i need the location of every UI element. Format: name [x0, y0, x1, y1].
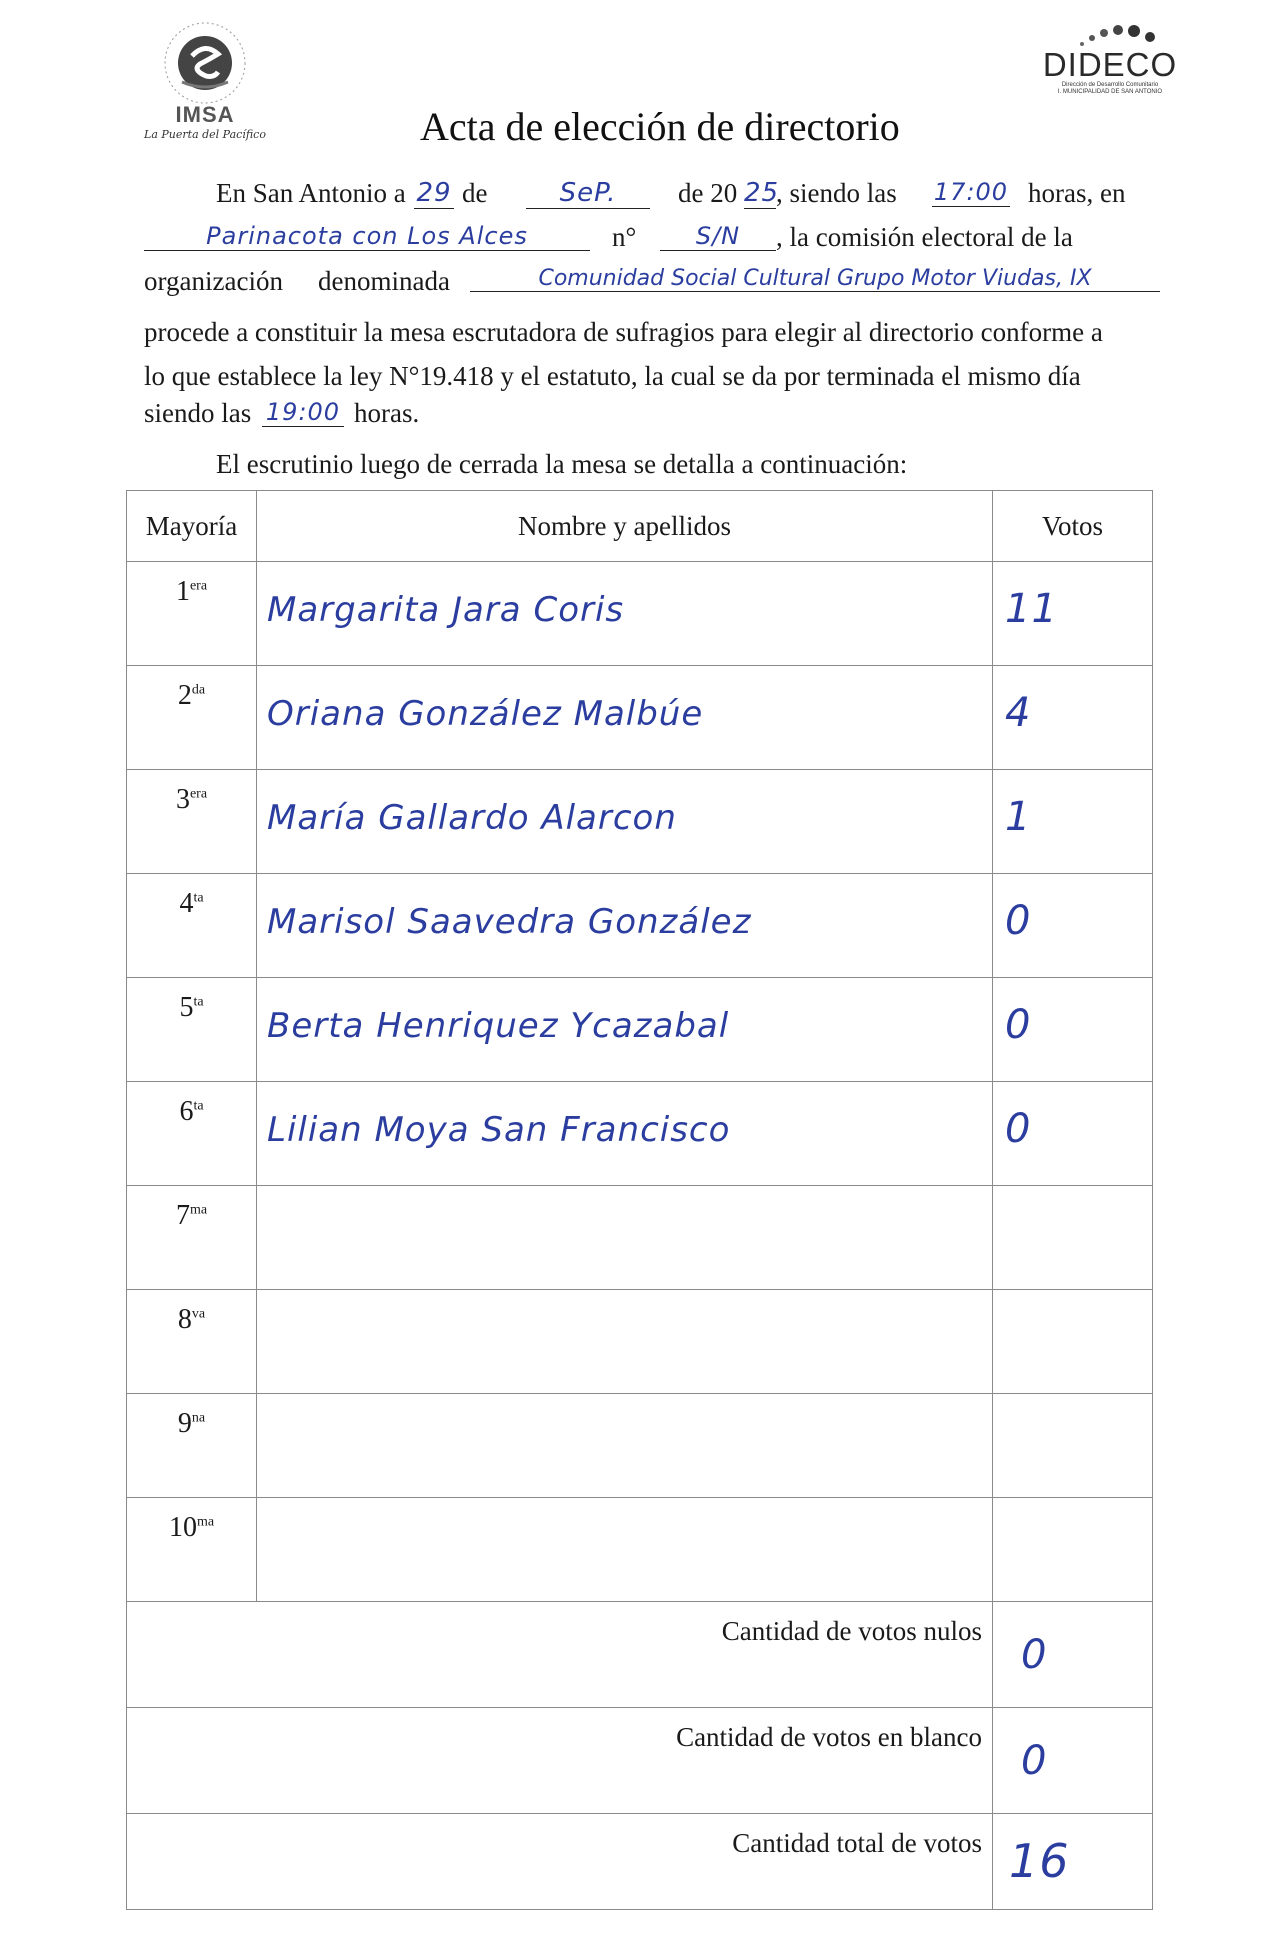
rank-cell: $2^{da}$	[127, 666, 257, 770]
candidate-votes: 4	[993, 666, 1153, 770]
imsa-emblem-icon	[162, 20, 248, 106]
intro-text: , la comisión electoral de la	[776, 222, 1073, 252]
votes-column-header: Votos	[993, 491, 1153, 562]
table-row	[127, 874, 1153, 978]
name-column-header: Nombre y apellidos	[257, 491, 993, 562]
dideco-subtitle-2: I. MUNICIPALIDAD DE SAN ANTONIO	[1057, 89, 1163, 95]
intro-text: de	[462, 178, 488, 208]
candidate-name	[257, 1290, 993, 1394]
candidate-votes	[993, 1186, 1153, 1290]
rank-cell: $3^{era}$	[127, 770, 257, 874]
rank-cell: $7^{ma}$	[127, 1186, 257, 1290]
candidate-votes	[993, 1290, 1153, 1394]
table-row	[127, 770, 1153, 874]
intro-paragraph-2: lo que establece la ley N°19.418 y el estatuto, la cual se da por terminada el mismo día	[144, 361, 1081, 391]
rank-cell: $10^{ma}$	[127, 1498, 257, 1602]
intro-paragraph-3: El escrutinio luego de cerrada la mesa se detalla a continuación:	[216, 449, 908, 479]
candidate-name: Lilian Moya San Francisco	[257, 1082, 993, 1186]
candidate-name: Marisol Saavedra González	[257, 874, 993, 978]
rank-cell: $4^{ta}$	[127, 874, 257, 978]
candidate-name: Oriana González Malbúe	[257, 666, 993, 770]
null-votes-value: 0	[993, 1602, 1153, 1708]
rank-cell: $9^{na}$	[127, 1394, 257, 1498]
total-votes-value: 16	[993, 1814, 1153, 1910]
imsa-logo	[140, 20, 270, 141]
intro-line-2	[144, 222, 1139, 266]
rank-cell: $6^{ta}$	[127, 1082, 257, 1186]
intro-text: horas, en	[1028, 178, 1126, 208]
dideco-logo	[1040, 20, 1180, 96]
day-field: 29	[414, 178, 454, 209]
blank-votes-row	[127, 1708, 1153, 1814]
intro-text: denominada	[318, 266, 450, 296]
rank-cell: $8^{va}$	[127, 1290, 257, 1394]
table-row	[127, 1394, 1153, 1498]
table-row	[127, 1498, 1153, 1602]
document-title: Acta de elección de directorio	[420, 104, 900, 149]
intro-text: de 20	[678, 178, 738, 208]
candidate-votes: 1	[993, 770, 1153, 874]
intro-text: , siendo las	[776, 178, 897, 208]
number-field: S/N	[660, 222, 776, 251]
table-row	[127, 1186, 1153, 1290]
table-row	[127, 666, 1153, 770]
intro-text: En San Antonio a	[216, 178, 406, 208]
candidate-name: María Gallardo Alarcon	[257, 770, 993, 874]
candidate-votes: 11	[993, 562, 1153, 666]
blank-votes-value: 0	[993, 1708, 1153, 1814]
organization-field: Comunidad Social Cultural Grupo Motor Viudas, IX	[470, 266, 1160, 292]
table-header-row	[127, 491, 1153, 562]
blank-votes-label: Cantidad de votos en blanco	[127, 1708, 993, 1814]
candidate-votes: 0	[993, 1082, 1153, 1186]
candidate-votes	[993, 1394, 1153, 1498]
election-results-table	[126, 490, 1153, 1910]
intro-text: organización	[144, 266, 283, 296]
place-field: Parinacota con Los Alces	[144, 222, 590, 251]
total-votes-label: Cantidad total de votos	[127, 1814, 993, 1910]
null-votes-row	[127, 1602, 1153, 1708]
dideco-dots-icon	[1040, 20, 1180, 48]
candidate-votes: 0	[993, 874, 1153, 978]
table-row	[127, 1290, 1153, 1394]
month-field: SeP.	[526, 178, 650, 209]
candidate-votes	[993, 1498, 1153, 1602]
intro-text: n°	[612, 222, 637, 252]
candidate-name	[257, 1498, 993, 1602]
candidate-name: Berta Henriquez Ycazabal	[257, 978, 993, 1082]
imsa-brand: IMSA	[175, 102, 235, 127]
year-field: 25	[744, 178, 780, 208]
dideco-brand: DIDECO	[1042, 46, 1178, 83]
rank-cell: $5^{ta}$	[127, 978, 257, 1082]
hour-end-field: 19:00	[262, 398, 344, 427]
rank-column-header: Mayoría	[127, 491, 257, 562]
hour-start-field: 17:00	[933, 178, 1009, 206]
intro-text: siendo las	[144, 398, 252, 428]
intro-text: horas.	[354, 398, 420, 428]
intro-line-1	[144, 178, 1139, 222]
candidate-votes: 0	[993, 978, 1153, 1082]
intro-line-3	[144, 266, 1139, 310]
intro-paragraph-1: procede a constituir la mesa escrutadora de sufragios para elegir al directorio conforme a	[144, 317, 1103, 347]
null-votes-label: Cantidad de votos nulos	[127, 1602, 993, 1708]
dideco-subtitle-1: Dirección de Desarrollo Comunitario	[1061, 82, 1159, 88]
table-row	[127, 1082, 1153, 1186]
rank-cell: $1^{era}$	[127, 562, 257, 666]
candidate-name	[257, 1186, 993, 1290]
candidate-name: Margarita Jara Coris	[257, 562, 993, 666]
table-row	[127, 978, 1153, 1082]
total-votes-row	[127, 1814, 1153, 1910]
intro-line-6	[144, 398, 1139, 442]
table-row	[127, 562, 1153, 666]
imsa-tagline: La Puerta del Pacífico	[144, 128, 266, 141]
candidate-name	[257, 1394, 993, 1498]
